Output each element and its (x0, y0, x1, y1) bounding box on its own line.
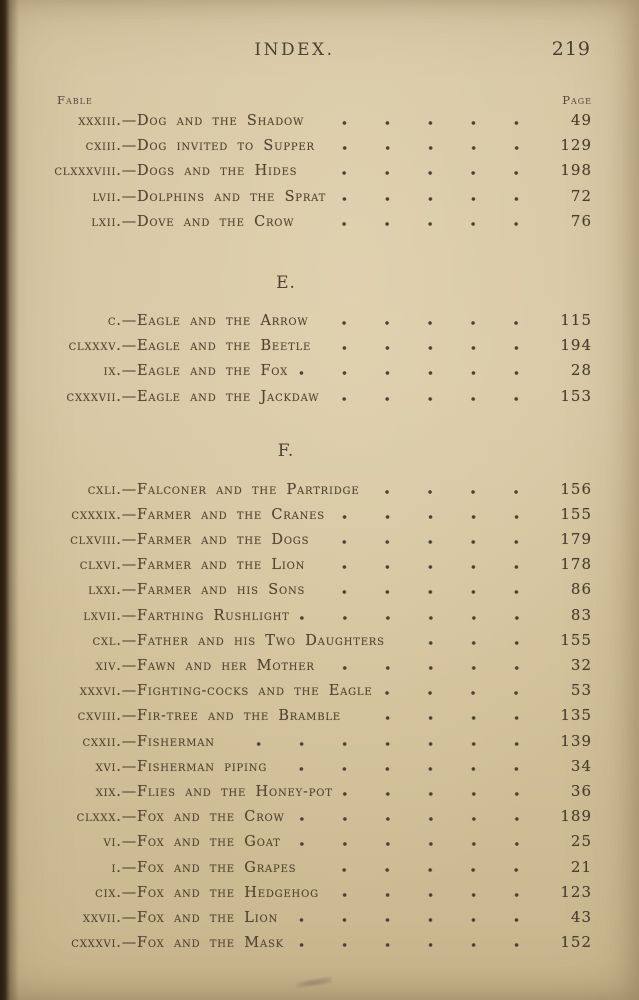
entry-title: Fox and the Mask (137, 935, 284, 952)
index-entry-row (36, 552, 592, 577)
entry-numeral-text: i (111, 859, 117, 876)
dot-leader (294, 817, 538, 821)
dot-leader (297, 371, 538, 375)
numeral-dash-separator: .— (116, 532, 137, 549)
entry-numeral-text: xxvii (82, 909, 117, 926)
entry-numeral (36, 730, 137, 755)
entry-numeral-text: cxli (87, 481, 117, 498)
numeral-dash-separator: .— (116, 733, 137, 750)
entry-title: Farmer and the Dogs (137, 532, 310, 549)
entry-title: Fisherman piping (137, 758, 268, 775)
entry-numeral-text: lxxi (88, 582, 117, 599)
entry-numeral-text: xiv (95, 658, 117, 674)
entry-numeral (36, 210, 137, 235)
entry-numeral-text: clxvi (79, 557, 117, 574)
numeral-dash-separator: .— (116, 935, 137, 952)
entry-numeral (36, 309, 137, 334)
entry-numeral-text: ix (103, 363, 117, 380)
dot-leader (318, 540, 538, 544)
entry-page-number: 21 (570, 857, 592, 876)
dot-leader (324, 146, 538, 150)
entry-numeral (36, 553, 137, 578)
entry-title: Flies and the Honey-pot (137, 783, 333, 800)
entry-page-number: 152 (560, 933, 592, 952)
entry-page-number: 155 (560, 630, 592, 649)
entry-numeral (36, 780, 137, 805)
numeral-dash-separator: .— (116, 363, 137, 380)
index-entry-row (36, 653, 592, 678)
entry-numeral-text: cxxii (82, 733, 117, 750)
dot-leader (368, 490, 538, 494)
index-entry-row (36, 829, 592, 854)
entry-title: Eagle and the Arrow (137, 312, 309, 329)
entry-title: Fox and the Hedgehog (137, 884, 319, 901)
entry-numeral-text: c (107, 312, 117, 329)
entry-numeral (36, 159, 137, 184)
entry-numeral (36, 629, 137, 654)
numeral-dash-separator: .— (116, 213, 137, 230)
numeral-dash-separator: .— (116, 834, 137, 851)
dot-leader (303, 222, 538, 226)
index-entry-row (36, 133, 592, 158)
entry-title: Farmer and the Lion (137, 557, 306, 574)
dot-leader (290, 842, 538, 846)
entry-title: Dogs and the Hides (137, 163, 298, 180)
entry-numeral (36, 503, 137, 528)
entry-numeral (36, 856, 137, 881)
entry-numeral-text: cxxxvii (66, 388, 117, 405)
numeral-dash-separator: .— (116, 188, 137, 205)
numeral-dash-separator: .— (116, 884, 137, 901)
entry-numeral-text: xix (95, 783, 117, 800)
entry-title: Eagle and the Beetle (137, 338, 312, 355)
entry-numeral (36, 704, 137, 729)
index-entry-row (36, 603, 592, 628)
entry-numeral (36, 334, 137, 359)
entry-page-number: 156 (560, 479, 592, 498)
index-entry-row (36, 678, 592, 703)
column-header-page: Page (562, 93, 592, 107)
entry-page-number: 153 (560, 386, 592, 405)
entry-numeral (36, 679, 137, 704)
entry-numeral-text: lvii (92, 188, 117, 205)
numeral-dash-separator: .— (116, 632, 137, 649)
index-entry-row (36, 108, 592, 133)
entry-page-number: 53 (570, 681, 592, 700)
entry-numeral (36, 906, 137, 931)
index-entry-row (36, 358, 592, 383)
entry-numeral (36, 881, 137, 906)
index-section (36, 441, 592, 956)
index-section (36, 108, 592, 234)
entry-title: Fox and the Crow (137, 809, 285, 826)
numeral-dash-separator: .— (116, 312, 137, 329)
dot-leader (394, 641, 538, 645)
numeral-dash-separator: .— (116, 783, 137, 800)
ink-smudge (296, 977, 333, 990)
dot-leader (335, 197, 538, 201)
index-section (36, 273, 592, 409)
index-entry-row (36, 804, 592, 829)
index-entry-row (36, 308, 592, 333)
dot-leader (328, 397, 538, 401)
entry-numeral-text: xxxvi (79, 683, 117, 700)
entry-title: Farmer and the Cranes (137, 506, 325, 523)
numeral-dash-separator: .— (116, 582, 137, 599)
numeral-dash-separator: .— (116, 809, 137, 826)
entry-page-number: 34 (570, 756, 592, 775)
entry-numeral (36, 830, 137, 855)
entry-page-number: 43 (570, 907, 592, 926)
entry-numeral-text: lxvii (83, 607, 117, 624)
dot-leader (224, 742, 538, 746)
entry-title: Fighting-cocks and the Eagle (137, 683, 373, 700)
numeral-dash-separator: .— (116, 113, 137, 129)
dot-leader (313, 121, 538, 125)
entry-numeral (36, 805, 137, 830)
column-headers (36, 93, 592, 107)
numeral-dash-separator: .— (116, 859, 137, 876)
entry-title: Fox and the Lion (137, 909, 279, 926)
numeral-dash-separator: .— (116, 557, 137, 574)
entry-numeral (36, 134, 137, 159)
index-entry-row (36, 930, 592, 955)
entry-page-number: 72 (570, 186, 592, 205)
numeral-dash-separator: .— (116, 607, 137, 624)
entry-title: Fawn and her Mother (137, 658, 315, 674)
index-entry-row (36, 577, 592, 602)
entry-numeral (36, 478, 137, 503)
entry-page-number: 135 (560, 706, 592, 725)
folio-page-number: 219 (551, 38, 591, 60)
dot-leader (334, 515, 538, 519)
entry-page-number: 198 (560, 161, 592, 180)
column-header-fable: Fable (57, 93, 93, 107)
section-rows (36, 108, 592, 234)
entry-page-number: 76 (570, 211, 592, 230)
numeral-dash-separator: .— (116, 388, 137, 405)
entry-numeral (36, 185, 137, 210)
entry-numeral-text: cix (95, 884, 117, 901)
entry-numeral (36, 755, 137, 780)
dot-leader (342, 792, 538, 796)
entry-title: Fisherman (137, 733, 215, 750)
index-entry-row (36, 209, 592, 234)
section-rows (36, 308, 592, 409)
index-entry-row (36, 855, 592, 880)
entry-title: Fox and the Grapes (137, 859, 297, 876)
entry-numeral (36, 654, 137, 679)
dot-leader (320, 346, 538, 350)
entry-numeral (36, 528, 137, 553)
entry-numeral-text: vi (103, 834, 117, 851)
entry-page-number: 86 (570, 580, 592, 599)
entry-numeral-text: lxii (91, 213, 117, 230)
numeral-dash-separator: .— (116, 683, 137, 700)
entry-page-number: 49 (570, 111, 592, 129)
entry-numeral-text: cxxxix (71, 506, 117, 523)
entry-numeral-text: cxl (92, 632, 117, 649)
entry-numeral-text: clxviii (70, 532, 117, 549)
entry-title: Dove and the Crow (137, 213, 295, 230)
index-entry-row (36, 703, 592, 728)
entry-numeral-text: cxxxvi (71, 935, 117, 952)
numeral-dash-separator: .— (116, 163, 137, 180)
entry-page-number: 32 (570, 656, 592, 674)
dot-leader (324, 666, 538, 670)
entry-title: Farthing Rushlight (137, 607, 290, 624)
numeral-dash-separator: .— (116, 481, 137, 498)
index-entry-row (36, 158, 592, 183)
numeral-dash-separator: .— (116, 909, 137, 926)
index-entry-row (36, 333, 592, 358)
index-entry-row (36, 184, 592, 209)
dot-leader (306, 171, 538, 175)
numeral-dash-separator: .— (116, 708, 137, 725)
dot-leader (328, 893, 538, 897)
dot-leader (299, 616, 538, 620)
numeral-dash-separator: .— (116, 338, 137, 355)
entry-page-number: 179 (560, 530, 592, 549)
page-title: INDEX. (254, 40, 335, 60)
entry-title: Fox and the Goat (137, 834, 281, 851)
index-entry-row (36, 477, 592, 502)
numeral-dash-separator: .— (116, 758, 137, 775)
entry-numeral-text: clxxxv (68, 338, 117, 355)
entry-numeral-text: clxxxviii (54, 163, 117, 180)
entry-title: Dolphins and the Sprat (137, 188, 327, 205)
entry-page-number: 129 (560, 136, 592, 155)
entry-page-number: 83 (570, 605, 592, 624)
dot-leader (276, 767, 538, 771)
index-entry-row (36, 754, 592, 779)
entry-page-number: 115 (560, 310, 592, 329)
entry-numeral-text: xxxiii (78, 113, 117, 129)
entry-numeral (36, 385, 137, 410)
entry-title: Father and his Two Daughters (137, 632, 385, 649)
entry-title: Eagle and the Fox (137, 363, 289, 380)
index-entry-row (36, 384, 592, 409)
entry-page-number: 178 (560, 555, 592, 574)
entry-page-number: 28 (570, 361, 592, 380)
entry-title: Dog invited to Supper (137, 138, 315, 155)
numeral-dash-separator: .— (116, 658, 137, 674)
dot-leader (293, 943, 538, 947)
index-entry-row (36, 880, 592, 905)
entry-title: Fir-tree and the Bramble (137, 708, 341, 725)
dot-leader (381, 691, 538, 695)
entry-page-number: 36 (570, 781, 592, 800)
dot-leader (350, 716, 538, 720)
entry-numeral-text: clxxx (76, 809, 117, 826)
numeral-dash-separator: .— (116, 138, 137, 155)
page-binding-shadow (0, 0, 20, 1000)
index-entry-row (36, 905, 592, 930)
numeral-dash-separator: .— (116, 506, 137, 523)
entry-numeral (36, 109, 137, 134)
entry-numeral (36, 359, 137, 384)
entry-numeral-text: cxviii (77, 708, 117, 725)
entry-title: Falconer and the Partridge (137, 481, 360, 498)
entry-numeral (36, 931, 137, 956)
entry-page-number: 194 (560, 336, 592, 355)
dot-leader (314, 590, 538, 594)
section-letter: F. (277, 440, 295, 461)
entry-title: Dog and the Shadow (137, 113, 305, 129)
entry-numeral (36, 578, 137, 603)
section-letter: E. (276, 272, 296, 293)
index-list (36, 108, 592, 955)
dot-leader (314, 565, 538, 569)
entry-title: Eagle and the Jackdaw (137, 388, 320, 405)
entry-page-number: 155 (560, 504, 592, 523)
entry-numeral-text: xvi (95, 758, 117, 775)
index-entry-row (36, 729, 592, 754)
index-entry-row (36, 502, 592, 527)
entry-numeral-text: cxiii (85, 138, 117, 155)
entry-title: Farmer and his Sons (137, 582, 306, 599)
entry-page-number: 123 (560, 882, 592, 901)
section-rows (36, 477, 592, 956)
entry-page-number: 25 (570, 832, 592, 851)
dot-leader (317, 321, 538, 325)
index-entry-row (36, 779, 592, 804)
dot-leader (305, 868, 538, 872)
index-entry-row (36, 527, 592, 552)
entry-page-number: 189 (560, 807, 592, 826)
entry-page-number: 139 (560, 731, 592, 750)
dot-leader (287, 918, 538, 922)
index-entry-row (36, 628, 592, 653)
entry-numeral (36, 604, 137, 629)
